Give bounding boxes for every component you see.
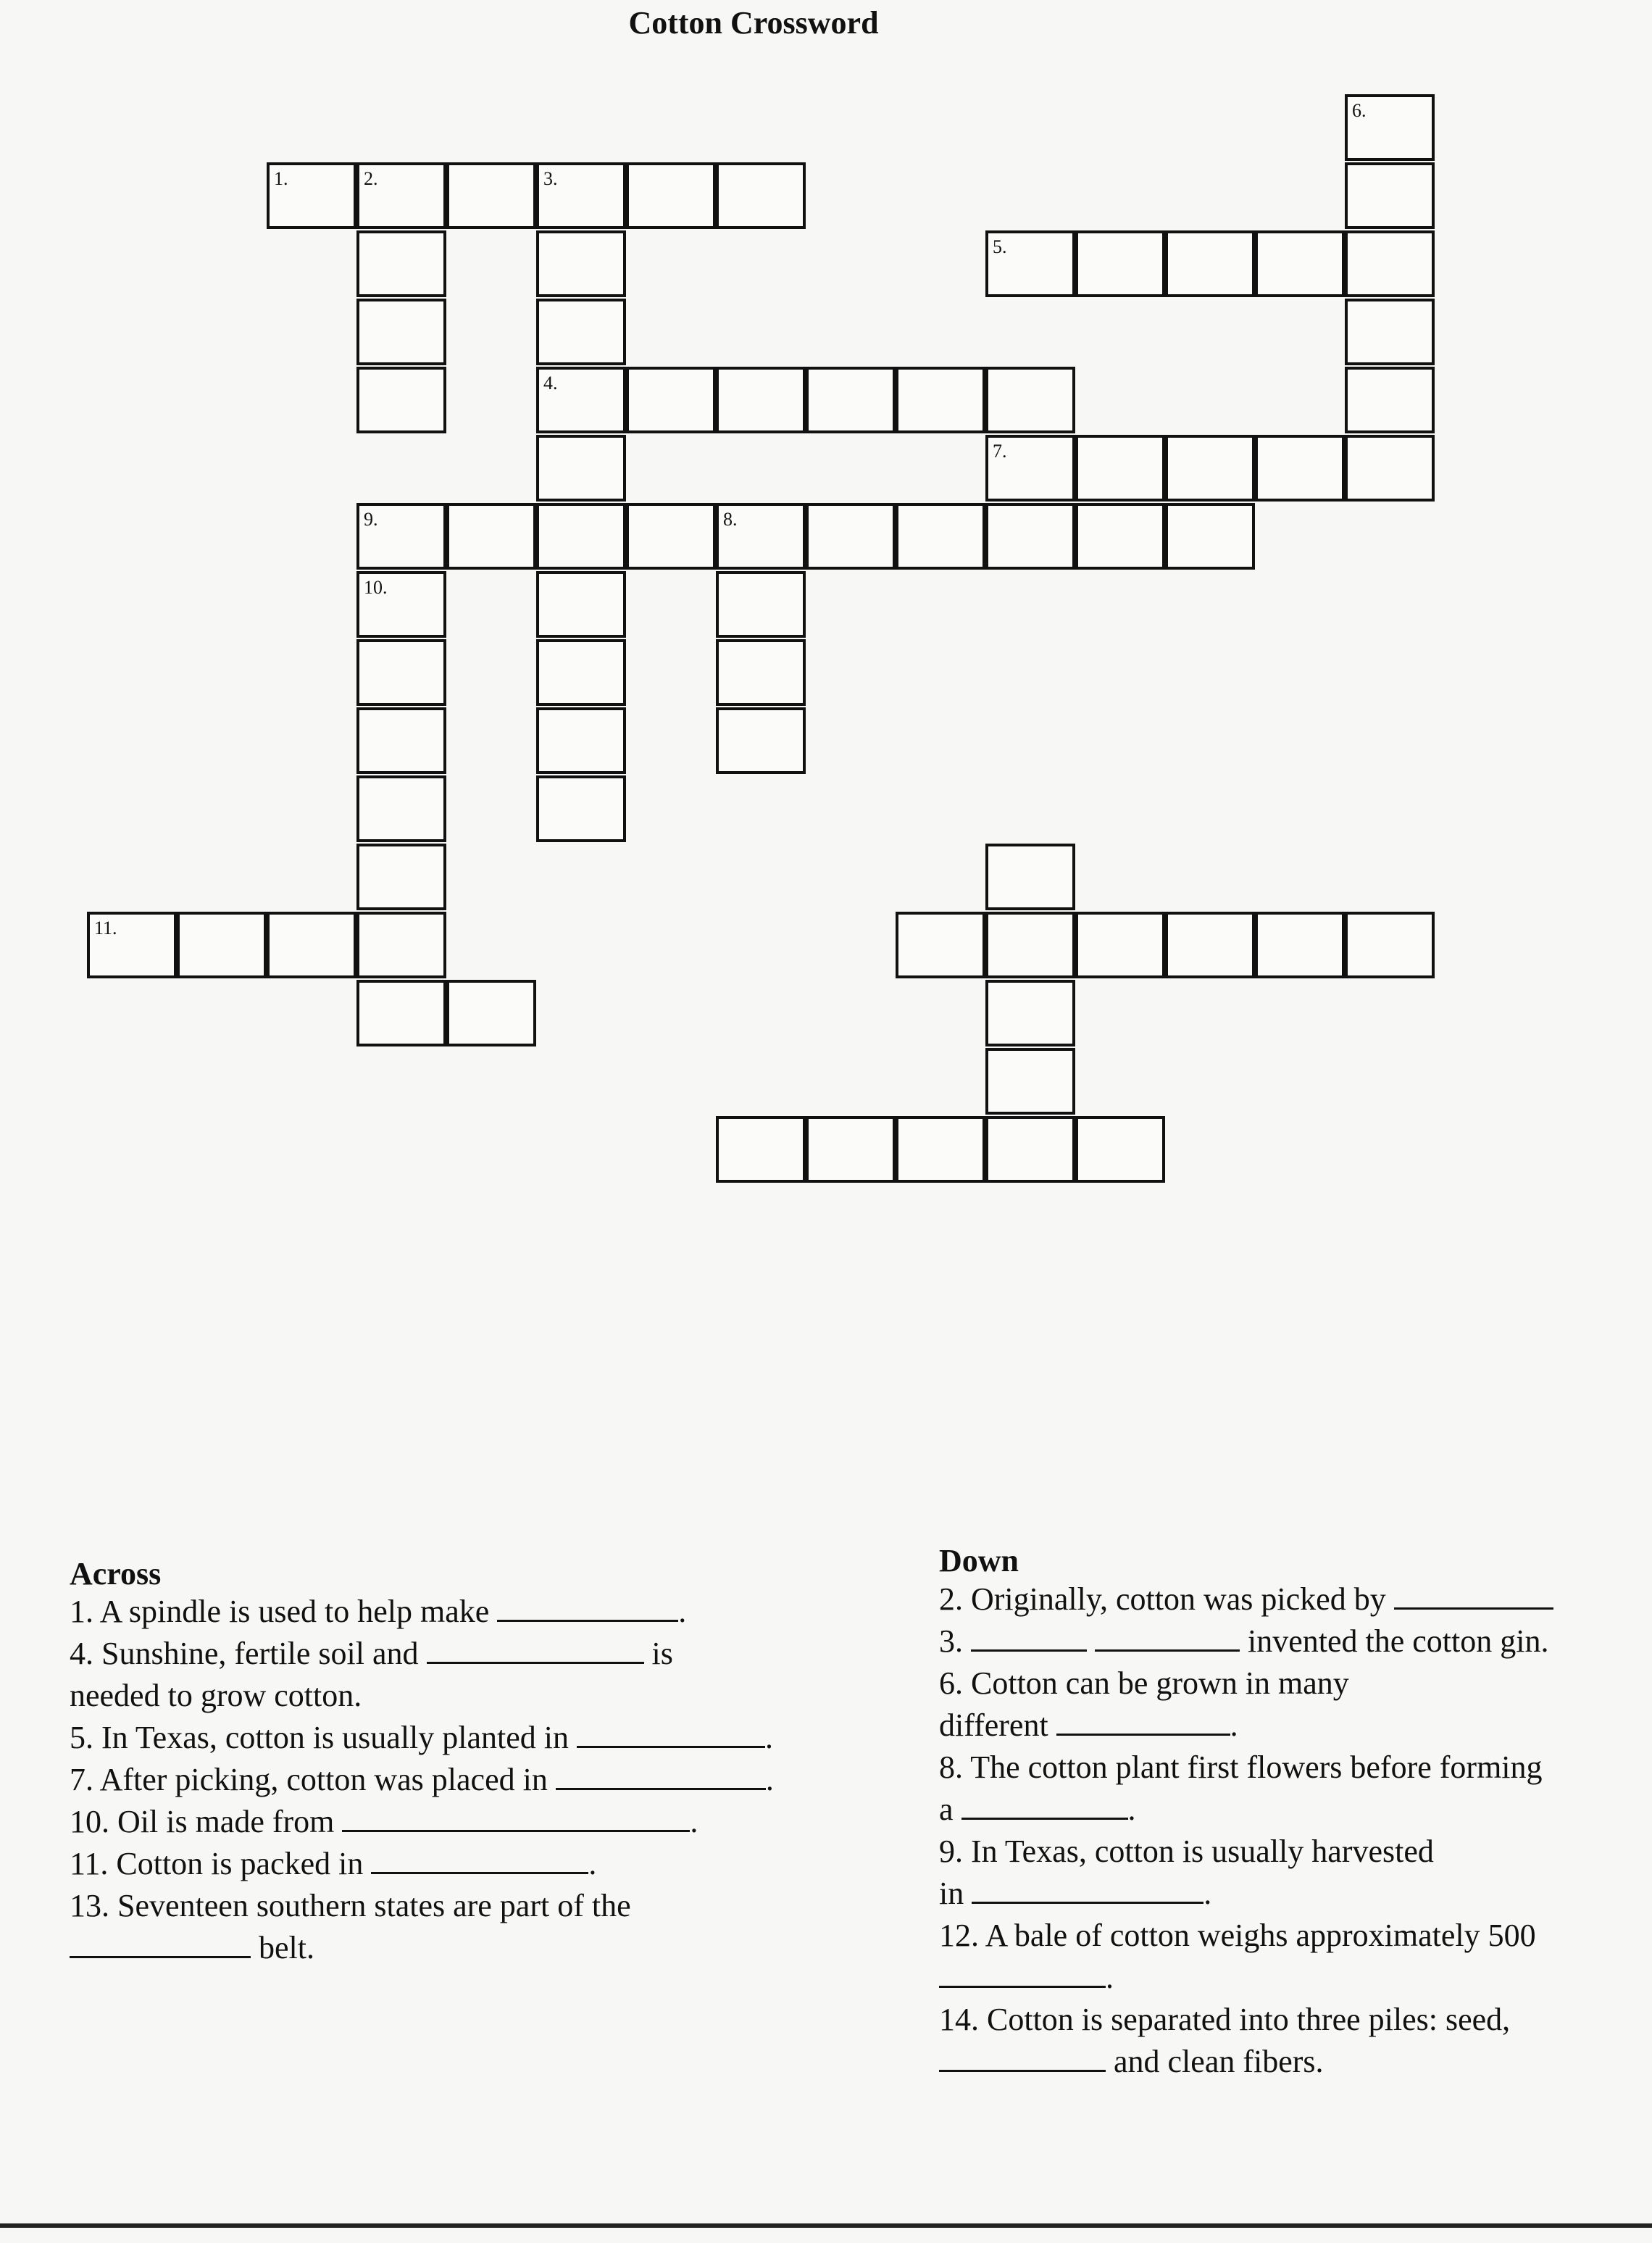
grid-cell[interactable] (896, 503, 985, 570)
grid-cell[interactable] (536, 162, 626, 229)
clue-line (939, 1957, 1114, 1999)
grid-cell[interactable] (536, 435, 626, 502)
grid-cell[interactable] (1075, 503, 1165, 570)
clue-text: and clean fibers. (1106, 2044, 1324, 2079)
grid-cell[interactable] (1345, 367, 1435, 433)
grid-cell[interactable] (1345, 299, 1435, 365)
answer-blank[interactable] (939, 1961, 1106, 1988)
grid-cell[interactable] (1075, 912, 1165, 978)
grid-cell[interactable] (1075, 435, 1165, 502)
clue-text: 7. After picking, cotton was placed in (70, 1762, 556, 1797)
page-title: Cotton Crossword (628, 5, 879, 41)
grid-cell[interactable] (177, 912, 267, 978)
grid-cell[interactable] (985, 844, 1075, 910)
clue-line (939, 1578, 1553, 1620)
clue-text: needed to grow cotton. (70, 1678, 362, 1713)
clue-number: 4. (543, 373, 558, 394)
clue-text: belt. (251, 1930, 314, 1965)
clue-number: 6. (1352, 100, 1367, 121)
answer-blank[interactable] (577, 1721, 765, 1748)
clue-text: 10. Oil is made from (70, 1804, 343, 1839)
answer-blank[interactable] (971, 1625, 1087, 1652)
grid-cell[interactable] (716, 503, 806, 570)
clue-text: . (690, 1804, 698, 1839)
grid-cell[interactable] (896, 367, 985, 433)
grid-cell[interactable] (985, 435, 1075, 502)
grid-cell[interactable] (716, 367, 806, 433)
clue-number: 1. (274, 168, 288, 189)
answer-blank[interactable] (342, 1805, 690, 1832)
clue-number: 3. (543, 168, 558, 189)
clue-text: 2. Originally, cotton was picked by (939, 1581, 1394, 1617)
grid-cell[interactable] (1075, 230, 1165, 297)
grid-cell[interactable] (626, 367, 716, 433)
clue-number: 5. (993, 236, 1007, 257)
grid-cell[interactable] (985, 980, 1075, 1046)
grid-cell[interactable] (1255, 435, 1345, 502)
grid-cell[interactable] (1165, 230, 1255, 297)
grid-cell[interactable] (356, 503, 446, 570)
grid-cell[interactable] (716, 162, 806, 229)
grid-cell[interactable] (985, 1116, 1075, 1183)
grid-cell[interactable] (356, 230, 446, 297)
clue-line (70, 1885, 631, 1927)
grid-cell[interactable] (985, 230, 1075, 297)
clue-line (939, 1747, 1543, 1789)
clue-line (939, 1705, 1238, 1747)
answer-blank[interactable] (371, 1847, 588, 1874)
clue-text: 9. In Texas, cotton is usually harvested (939, 1834, 1434, 1869)
clue-line (939, 1789, 1136, 1831)
clue-text: . (1127, 1792, 1136, 1827)
clue-line (939, 1915, 1536, 1957)
answer-blank[interactable] (427, 1637, 644, 1664)
grid-cell[interactable] (716, 639, 806, 706)
clue-text: . (588, 1846, 597, 1881)
across-heading: Across (70, 1556, 162, 1591)
clue-text: 12. A bale of cotton weighs approximately 500 (939, 1918, 1536, 1953)
answer-blank[interactable] (497, 1595, 678, 1622)
clue-text: invented the cotton gin. (1240, 1623, 1549, 1659)
grid-cell[interactable] (1255, 912, 1345, 978)
clue-line (939, 1620, 1548, 1663)
clue-number: 9. (364, 509, 378, 530)
clue-line (939, 1873, 1211, 1915)
clue-line (939, 1663, 1349, 1705)
grid-cell[interactable] (536, 299, 626, 365)
grid-cell[interactable] (356, 367, 446, 433)
clue-text: a (939, 1792, 961, 1827)
grid-cell[interactable] (356, 571, 446, 638)
grid-cell[interactable] (626, 162, 716, 229)
grid-cell[interactable] (356, 162, 446, 229)
grid-cell[interactable] (1345, 912, 1435, 978)
grid-cell[interactable] (356, 299, 446, 365)
clue-text: 3. (939, 1623, 971, 1659)
answer-blank[interactable] (972, 1877, 1203, 1904)
clue-text: . (765, 1762, 774, 1797)
clue-text: in (939, 1876, 972, 1911)
clue-text: . (1230, 1707, 1238, 1743)
answer-blank[interactable] (961, 1793, 1128, 1820)
clue-text: 4. Sunshine, fertile soil and (70, 1636, 427, 1671)
clue-text: 11. Cotton is packed in (70, 1846, 372, 1881)
grid-cell[interactable] (536, 571, 626, 638)
grid-cell[interactable] (1345, 435, 1435, 502)
clue-line (70, 1591, 686, 1633)
clue-text: 8. The cotton plant first flowers before forming (939, 1749, 1543, 1785)
grid-cell[interactable] (536, 503, 626, 570)
grid-cell[interactable] (716, 1116, 806, 1183)
clue-text: . (678, 1594, 687, 1629)
answer-blank[interactable] (70, 1931, 251, 1958)
grid-cell[interactable] (356, 707, 446, 774)
clue-line (70, 1927, 314, 1969)
grid-cell[interactable] (536, 775, 626, 842)
grid-cell[interactable] (985, 912, 1075, 978)
grid-cell[interactable] (356, 980, 446, 1046)
answer-blank[interactable] (556, 1763, 766, 1790)
clue-text: 5. In Texas, cotton is usually planted in (70, 1720, 577, 1755)
grid-cell[interactable] (1165, 435, 1255, 502)
grid-cell[interactable] (356, 639, 446, 706)
clue-line (70, 1633, 673, 1675)
grid-cell[interactable] (1255, 230, 1345, 297)
answer-blank[interactable] (939, 2045, 1106, 2072)
down-heading: Down (939, 1543, 1019, 1578)
clue-text: is (643, 1636, 673, 1671)
clue-number: 7. (993, 441, 1007, 462)
grid-cell[interactable] (1345, 162, 1435, 229)
grid-cell[interactable] (536, 367, 626, 433)
grid-cell[interactable] (356, 844, 446, 910)
clue-number: 8. (723, 509, 738, 530)
grid-cell[interactable] (87, 912, 177, 978)
page-edge-line (0, 2223, 1652, 2228)
clue-text: . (765, 1720, 774, 1755)
grid-cell[interactable] (356, 912, 446, 978)
clue-number: 2. (364, 168, 378, 189)
clue-text: . (1106, 1960, 1114, 1995)
clue-line (939, 1831, 1434, 1873)
clue-text: different (939, 1707, 1056, 1743)
grid-cell[interactable] (446, 980, 536, 1046)
answer-blank[interactable] (1056, 1709, 1230, 1736)
grid-cell[interactable] (716, 707, 806, 774)
clue-line (939, 1999, 1510, 2041)
clue-number: 11. (94, 917, 117, 939)
clue-text: 13. Seventeen southern states are part of the (70, 1888, 631, 1923)
grid-cell[interactable] (446, 162, 536, 229)
grid-cell[interactable] (1345, 230, 1435, 297)
grid-cell[interactable] (267, 912, 356, 978)
grid-cell[interactable] (985, 1048, 1075, 1115)
clue-line (70, 1801, 698, 1843)
grid-cell[interactable] (536, 707, 626, 774)
answer-blank[interactable] (1095, 1625, 1240, 1652)
clue-number: 10. (364, 577, 388, 598)
clue-text: 6. Cotton can be grown in many (939, 1665, 1349, 1701)
grid-cell[interactable] (1165, 912, 1255, 978)
grid-cell[interactable] (806, 1116, 896, 1183)
grid-cell[interactable] (1165, 503, 1255, 570)
grid-cell[interactable] (985, 367, 1075, 433)
grid-cell[interactable] (896, 1116, 985, 1183)
grid-cell[interactable] (806, 367, 896, 433)
answer-blank[interactable] (1394, 1583, 1553, 1610)
clue-text: . (1203, 1876, 1212, 1911)
clue-text: 14. Cotton is separated into three piles: seed, (939, 2002, 1511, 2037)
grid-cell[interactable] (626, 503, 716, 570)
grid-cell[interactable] (1345, 94, 1435, 161)
grid-cell[interactable] (267, 162, 356, 229)
grid-cell[interactable] (985, 503, 1075, 570)
clue-line (939, 2041, 1324, 2083)
grid-cell[interactable] (716, 571, 806, 638)
clue-line (70, 1717, 773, 1759)
grid-cell[interactable] (1075, 1116, 1165, 1183)
clue-line (70, 1759, 774, 1801)
grid-cell[interactable] (356, 775, 446, 842)
clue-line (70, 1675, 362, 1717)
grid-cell[interactable] (536, 230, 626, 297)
grid-cell[interactable] (806, 503, 896, 570)
clue-line (70, 1843, 596, 1885)
grid-cell[interactable] (446, 503, 536, 570)
clue-text: 1. A spindle is used to help make (70, 1594, 498, 1629)
grid-cell[interactable] (896, 912, 985, 978)
grid-cell[interactable] (536, 639, 626, 706)
